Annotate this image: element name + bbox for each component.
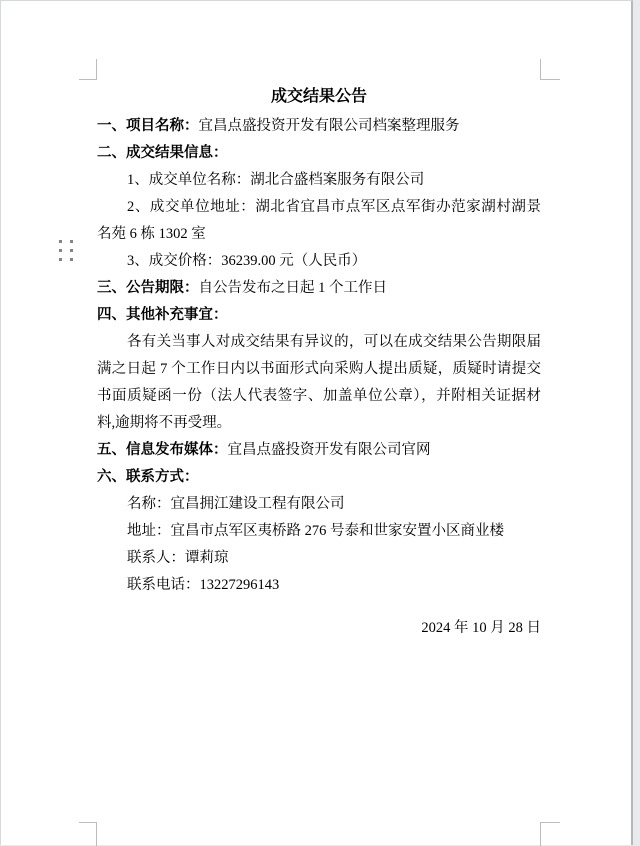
text-line — [97, 464, 541, 491]
text-line — [97, 356, 541, 383]
body-text: 宜昌点盛投资开发有限公司档案整理服务 — [198, 118, 460, 134]
body-text: 料,逾期将不再受理。 — [97, 415, 232, 431]
body-text: 满之日起 7 个工作日内以书面形式向采购人提出质疑，质疑时请提交 — [97, 361, 541, 377]
body-text: 书面质疑函一份（法人代表签字、加盖单位公章），并附相关证据材 — [97, 388, 541, 404]
text-line — [97, 194, 541, 221]
heading-text: 一、项目名称： — [97, 118, 199, 134]
body-text: 2、成交单位地址：湖北省宜昌市点军区点军街办范家湖村湖景 — [127, 199, 541, 215]
body-text: 名称：宜昌拥江建设工程有限公司 — [127, 496, 345, 512]
text-line — [97, 275, 541, 302]
margin-crop-mark-top-right-icon — [540, 59, 560, 80]
heading-text: 六、联系方式： — [97, 469, 199, 485]
body-text: 联系人：谭莉琼 — [127, 550, 229, 566]
margin-crop-mark-top-left-icon — [79, 59, 97, 80]
text-line — [97, 410, 541, 437]
margin-crop-mark-bottom-right-icon — [540, 822, 560, 846]
body-text: 1、成交单位名称：湖北合盛档案服务有限公司 — [127, 172, 425, 188]
body-text: 各有关当事人对成交结果有异议的，可以在成交结果公告期限届 — [127, 334, 541, 350]
text-line — [97, 545, 541, 572]
text-line — [97, 518, 541, 545]
body-text: 地址：宜昌市点军区夷桥路 276 号泰和世家安置小区商业楼 — [127, 523, 504, 539]
document-content — [97, 80, 541, 642]
document-body — [97, 113, 541, 599]
body-text: 自公告发布之日起 1 个工作日 — [198, 280, 387, 296]
document-date: 2024 年 10 月 28 日 — [421, 620, 541, 636]
text-line — [97, 302, 541, 329]
body-text: 3、成交价格：36239.00 元（人民币） — [127, 253, 367, 269]
drag-handle-icon[interactable] — [59, 240, 73, 261]
heading-text: 四、其他补充事宜： — [97, 307, 228, 323]
heading-text: 二、成交结果信息： — [97, 145, 228, 161]
text-line — [97, 248, 541, 275]
text-line — [97, 221, 541, 248]
margin-crop-mark-bottom-left-icon — [79, 822, 97, 846]
text-line — [97, 167, 541, 194]
heading-text: 五、信息发布媒体： — [97, 442, 228, 458]
body-text: 联系电话：13227296143 — [127, 577, 280, 593]
heading-text: 三、公告期限： — [97, 280, 199, 296]
text-line — [97, 437, 541, 464]
body-text: 宜昌点盛投资开发有限公司官网 — [227, 442, 431, 458]
text-line — [97, 491, 541, 518]
text-line — [97, 140, 541, 167]
body-text: 名苑 6 栋 1302 室 — [97, 226, 206, 242]
text-line — [97, 329, 541, 356]
text-line — [97, 383, 541, 410]
page-title: 成交结果公告 — [270, 88, 367, 105]
text-line — [97, 572, 541, 599]
text-line — [97, 113, 541, 140]
